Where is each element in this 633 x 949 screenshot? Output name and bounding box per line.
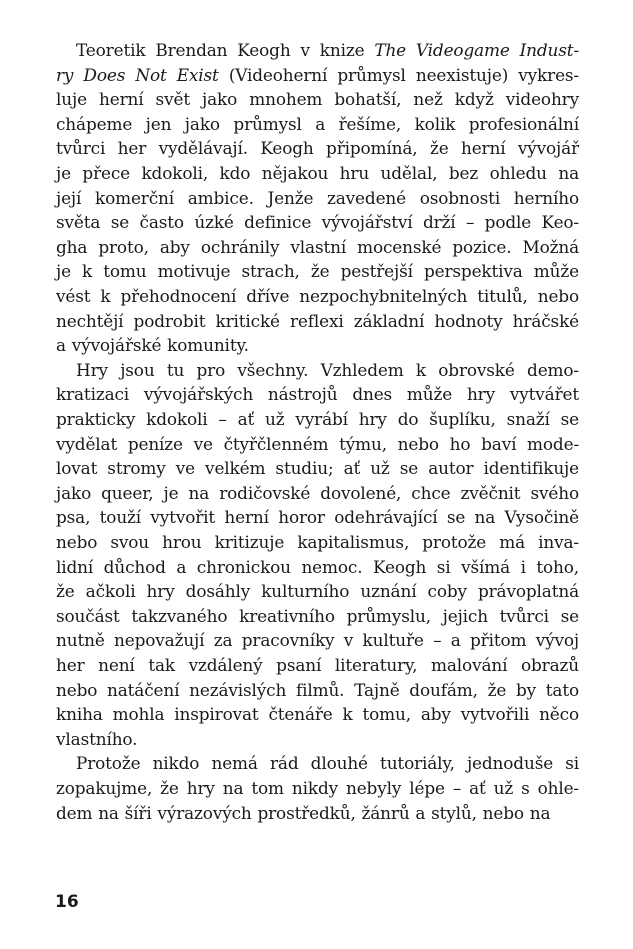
- text-line: [56, 335, 249, 355]
- text-line: [56, 384, 579, 404]
- text-line: [56, 729, 137, 749]
- text-segment: je k tomu motivuje strach, že pestřejší perspektiva může: [56, 261, 579, 282]
- text-line: [56, 311, 579, 331]
- book-title-italic: ry Does Not Exist: [56, 64, 219, 85]
- text-segment: nutně nepovažují za pracovníky v kultuře – a přitom vývoj: [56, 630, 579, 651]
- text-segment: tvůrci her vydělávají. Keogh připomíná, že herní vývojář: [56, 138, 579, 159]
- text-segment: jako queer, je na rodičovské dovolené, chce zvěčnit svého: [56, 482, 579, 503]
- text-line: [56, 483, 579, 503]
- text-segment: luje herní svět jako mnohem bohatší, než když videohry: [56, 89, 579, 110]
- text-line: [76, 753, 579, 773]
- text-line: [56, 606, 579, 626]
- text-line: [56, 434, 579, 454]
- text-line: [56, 532, 579, 552]
- text-line: [56, 680, 579, 700]
- text-segment: je přece kdokoli, kdo nějakou hru udělal, bez ohledu na: [56, 163, 579, 183]
- text-line: [56, 507, 579, 527]
- text-line: [56, 778, 579, 798]
- text-segment: zopakujme, že hry na tom nikdy nebyly lépe – ať už s ohle-: [56, 778, 579, 798]
- text-segment: vydělat peníze ve čtyřčlenném týmu, nebo ho baví mode-: [56, 433, 579, 454]
- text-segment: její komerční ambice. Jenže zavedené osobnosti herního: [56, 187, 579, 208]
- text-line: [56, 458, 579, 478]
- text-line: [56, 114, 579, 134]
- text-line: [56, 65, 579, 85]
- text-segment: prakticky kdokoli – ať už vyrábí hry do šuplíku, snaží se: [56, 409, 579, 429]
- text-segment: nebo natáčení nezávislých filmů. Tajně doufám, že by tato: [56, 679, 579, 700]
- text-segment: chápeme jen jako průmysl a řešíme, kolik profesionální: [56, 113, 579, 134]
- text-segment: kniha mohla inspirovat čtenáře k tomu, aby vytvořili něco: [56, 704, 579, 725]
- text-line: [56, 803, 550, 823]
- text-line: [56, 138, 579, 158]
- text-segment: nechtějí podrobit kritické reflexi základní hodnoty hráčské: [56, 310, 579, 331]
- text-line: [56, 261, 579, 281]
- text-line: [56, 409, 579, 429]
- text-segment: gha proto, aby ochránily vlastní mocenské pozice. Možná: [56, 236, 579, 257]
- text-segment: vést k přehodnocení dříve nezpochybnitelných titulů, nebo: [56, 286, 579, 306]
- text-line: [76, 40, 579, 60]
- text-segment: Protože nikdo nemá rád dlouhé tutoriály, jednoduše si: [76, 753, 579, 774]
- text-segment: her není tak vzdálený psaní literatury, malování obrazů: [56, 655, 579, 675]
- text-segment: psa, touží vytvořit herní horor odehrávající se na Vysočině: [56, 507, 579, 528]
- text-line: [56, 163, 579, 183]
- text-line: [56, 630, 579, 650]
- text-segment: že ačkoli hry dosáhly kulturního uznání coby právoplatná: [56, 581, 579, 602]
- text-segment: kratizaci vývojářských nástrojů dnes může hry vytvářet: [56, 384, 579, 405]
- text-segment: Hry jsou tu pro všechny. Vzhledem k obrovské demo-: [76, 359, 579, 380]
- text-line: [56, 286, 579, 306]
- text-segment: a vývojářské komunity.: [56, 335, 249, 356]
- text-segment: lovat stromy ve velkém studiu; ať už se autor identifikuje: [56, 458, 579, 479]
- text-segment: Teoretik Brendan Keogh v knize: [76, 40, 375, 60]
- text-line: [56, 237, 579, 257]
- book-title-italic: The Videogame Indust-: [374, 40, 579, 60]
- text-segment: vlastního.: [56, 728, 138, 749]
- text-line: [56, 581, 579, 601]
- text-line: [76, 360, 579, 380]
- text-line: [56, 188, 579, 208]
- text-line: [56, 89, 579, 109]
- text-segment: nebo svou hrou kritizuje kapitalismus, protože má inva-: [56, 532, 579, 552]
- text-segment: světa se často úzké definice vývojářství drží – podle Keo-: [56, 212, 579, 233]
- text-line: [56, 212, 579, 232]
- text-segment: součást takzvaného kreativního průmyslu, jejich tvůrci se: [56, 605, 579, 626]
- page-number: 16: [55, 892, 79, 912]
- text-segment: lidní důchod a chronickou nemoc. Keogh si všímá i toho,: [56, 556, 579, 577]
- text-segment: dem na šíři výrazových prostředků, žánrů a stylů, nebo na: [56, 802, 551, 823]
- text-segment: (Videoherní průmysl neexistuje) vykres-: [218, 64, 579, 85]
- text-line: [56, 655, 579, 675]
- text-line: [56, 557, 579, 577]
- text-line: [56, 704, 579, 724]
